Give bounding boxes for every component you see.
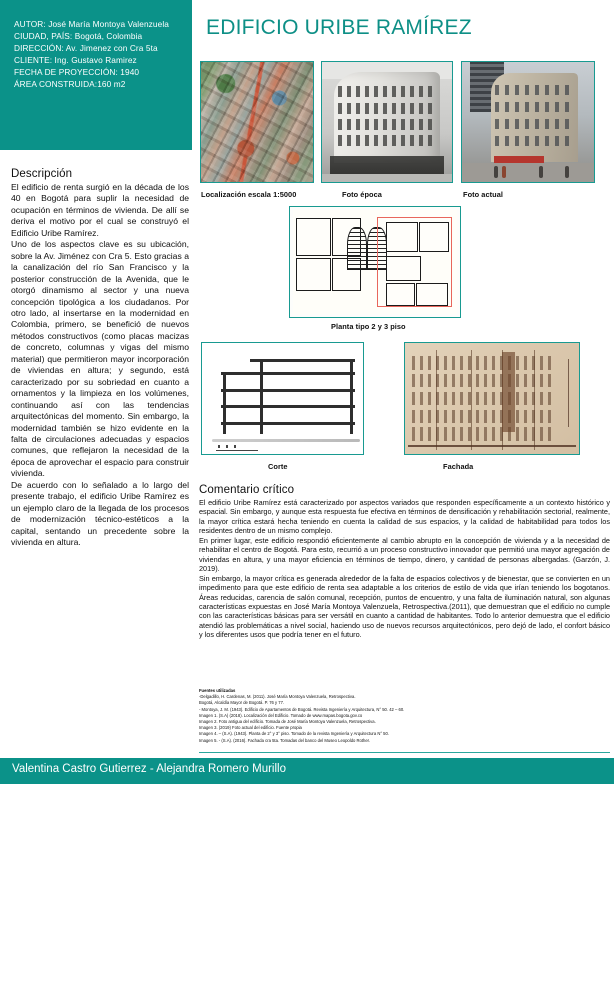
planta-highlight-rect	[377, 217, 453, 306]
figure-corte	[201, 342, 364, 455]
figure-foto-actual	[461, 61, 595, 183]
critique-paragraph-1: El edificio Uribe Ramírez está caracterizado por aspectos variados que responden específicamente a un contexto histórico y espacial. Sin embargo, y aunque esta respuesta fue efectiva en términos de densificación y rehabilitación sectorial, realmente, la mayor crítica estará hecha teniendo en cuenta la calidad de sus espacios, y la calidad de habitabilidad para todos los residentes dentro de un mismo complejo.	[199, 498, 610, 536]
source-line: Bogotá, Alcaldía Mayor de Bogotá. P. 76 y 77.	[199, 700, 285, 706]
meta-direccion: DIRECCIÓN: Av. Jimenez con Cra 5ta	[14, 43, 158, 54]
footer-authors: Valentina Castro Gutierrez - Alejandra Romero Murillo	[12, 763, 286, 775]
source-line: Imagen 5. - (S.A). (2016). Fachada cra 5ta. Tomadas del banco del Museo Leopoldo Rother.	[199, 737, 371, 743]
project-metadata-block	[0, 0, 192, 150]
caption-foto-actual: Foto actual	[463, 190, 503, 199]
source-line: Imagen 1. (S.A) (2018). Localización del Edificio. Tomado de www.mapas.bogota.gov.co	[199, 712, 363, 718]
critique-paragraph-3: Sin embargo, la mayor crítica es generada alrededor de la falta de espacios colectivos y de bienestar, que se convierten en un impedimento para que este edificio de renta sea adaptable a los criterios de estilo de vida que irían teniendo los bogotanos. Áreas reducidas, carencia de salón comunal, recepción, puntos de encuentro, y una falta de iluminación natural, son algunas características expuestas en José María Montoya Valenzuela, Retrospectiva.(2011), que demuestran que el edificio no cumple con las características básicas para ser versátil en cuanto a cantidad de habitantes. Todo lo anterior demuestra que el edificio atendió las problemáticas a nivel social, haciendo uso de nuevos recursos arquitectónicos, pero dejó de lado, el confort básico y los diferentes usos que podría tener en el futuro.	[199, 573, 610, 640]
meta-ciudad: CIUDAD, PAÍS: Bogotá, Colombia	[14, 31, 143, 42]
description-paragraph-1: El edificio de renta surgió en la década de los 40 en Bogotá para suplir la necesidad de ocupación en términos de vivienda. De allí se deriva el motivo por el cual se construyó el Edificio Uribe Ramírez.	[11, 182, 189, 238]
floorplan-drawing	[293, 210, 457, 314]
source-line: -Delgadillo, H. Cardenas, M. (2011). José María Montoya Valenzuela, Retrospectiva.	[199, 694, 356, 700]
caption-planta: Planta tipo 2 y 3 piso	[331, 322, 406, 331]
caption-corte: Corte	[268, 462, 288, 471]
satellite-map-image	[201, 62, 313, 182]
critique-heading: Comentario crítico	[199, 484, 295, 496]
figure-planta	[289, 206, 461, 318]
figure-foto-epoca	[321, 61, 453, 183]
figure-localizacion	[200, 61, 314, 183]
photo-row	[200, 61, 610, 186]
meta-autor: AUTOR: José María Montoya Valenzuela	[14, 19, 170, 29]
description-heading: Descripción	[11, 168, 73, 180]
meta-area: ÁREA CONSTRUIDA:160 m2	[14, 79, 126, 90]
page-title: EDIFICIO URIBE RAMÍREZ	[206, 16, 472, 39]
footer-bar	[0, 758, 614, 784]
section-drawing	[202, 343, 363, 454]
sources-heading: Fuentes utilizadas	[199, 688, 236, 693]
meta-fecha: FECHA DE PROYECCIÓN: 1940	[14, 67, 140, 78]
critique-section	[199, 484, 610, 640]
source-line: Imagen 4. – (S.A). (1943). Planta de 2° y 3° piso. Tomado de la revista Ingeniería y Arquitectura N° 50.	[199, 731, 389, 737]
critique-paragraph-2: En primer lugar, este edificio respondió eficientemente al cambio abrupto en la concepción de vivienda y a la necesidad de rehabilitar el centro de Bogotá. Para esto, recurrió a un proceso constructivo innovador que permitió una mayor agregación de viviendas en altura, y una mayor eficiencia en términos de tiempo, dinero, y cantidad de personas albergadas. (Garzón, J. 2019).	[199, 535, 610, 574]
caption-fachada: Fachada	[443, 462, 474, 471]
current-photo-image	[462, 62, 594, 182]
sources-section	[199, 688, 610, 744]
source-line: Imagen 2. Foto antigua del edificio. Tomada de José María Montoya Valenzuela, Retrospectiva.	[199, 719, 376, 725]
caption-localizacion: Localización escala 1:5000	[201, 190, 297, 199]
caption-foto-epoca: Foto época	[342, 190, 382, 199]
figure-fachada	[404, 342, 580, 455]
source-line: Imagen 3. (2019) Foto actual del edificio. Fuente propia	[199, 725, 302, 731]
description-paragraph-3: De acuerdo con lo señalado a lo largo del presente trabajo, el edificio Uribe Ramírez es un ejemplo claro de la llegada de los procesos de modernización técnico-estéticos a la capital, sentando un precedente sobre la vivienda en altura.	[11, 479, 189, 548]
facade-drawing	[405, 343, 579, 454]
description-paragraph-2: Uno de los aspectos clave es su ubicación, sobre la Av. Jiménez con Cra 5. Esto gracias a la canalización del río San Francisco y la posterior construcción de la Avenida, que le otorgó dinamismo al sector y una nueva concepción tipológica a los ciudadanos. Por otro lado, al insertarse en la modernidad en Colombia, primero, se benefició de nuevos métodos constructivos (como placas macizas de concreto, columnas y vigas del mismo material) que permitieron mayor incorporación de viviendas en altura; y segundo, está caracterizado por su sobriedad en cuanto a ornamentos y la limpieza en los volúmenes, continuando así con las tendencias arquitectónicas del momento. Sin embargo, la modernidad también se hizo evidente en la falta de circulaciones adecuadas y espacios comunes, que reflejaron la necesidad de la época de aprovechar el espacio para construir vivienda.	[11, 239, 189, 479]
source-line: - Montoya, J. M. (1943). Edificio de Apartamentos de Bogotá. Revista Ingeniería y Arquitectura, N° 50. 42 – 60.	[199, 706, 405, 712]
divider-rule	[199, 752, 610, 753]
meta-cliente: CLIENTE: Ing. Gustavo Ramirez	[14, 55, 137, 66]
description-section	[11, 168, 189, 549]
historic-photo-image	[322, 62, 452, 182]
